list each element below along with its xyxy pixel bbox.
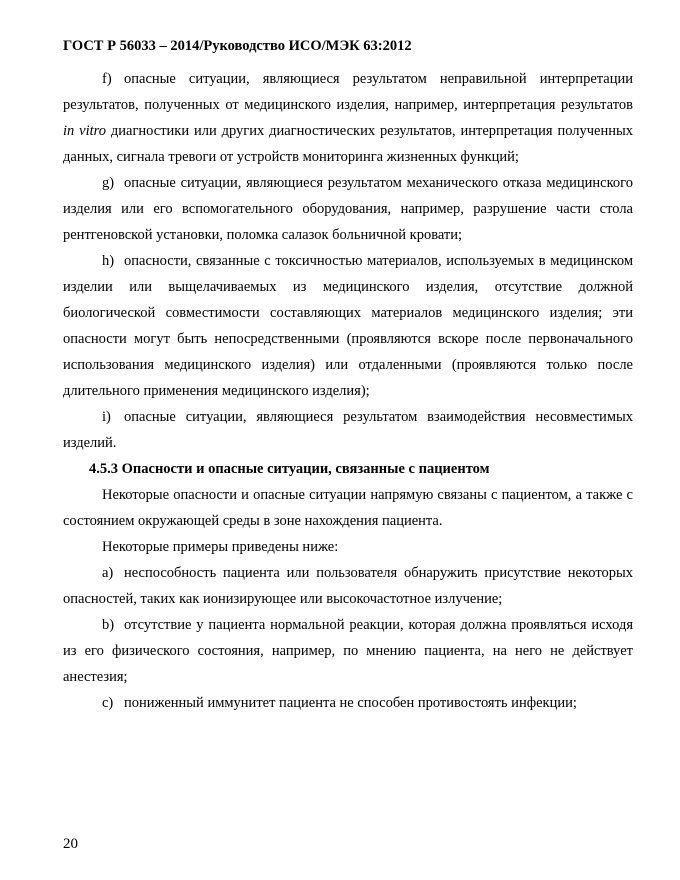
list-item-g xyxy=(63,170,633,248)
list-item-text: пониженный иммунитет пациента не способен противостоять инфекции; xyxy=(124,695,577,711)
list-item-text: диагностики или других диагностических результатов, интерпретация полученных данных, сигнала тревоги от устройств мониторинга жизненных функций; xyxy=(63,123,633,165)
list-item-h xyxy=(63,248,633,404)
list-item-text: опасные ситуации, являющиеся результатом неправильной интерпретации результатов, полученных от медицинского изделия, например, интерпретация результатов xyxy=(63,71,633,113)
list-marker: h) xyxy=(102,253,115,269)
list-item-i xyxy=(63,404,633,456)
list-item-text: опасные ситуации, являющиеся результатом механического отказа медицинского изделия или его вспомогательного оборудования, например, разрушение части стола рентгеновской установки, поломка салазок больничной кровати; xyxy=(63,175,633,243)
examples-lead: Некоторые примеры приведены ниже: xyxy=(102,539,339,555)
list-marker: a) xyxy=(102,565,114,581)
list-marker: b) xyxy=(102,617,115,633)
list-item-a xyxy=(63,560,633,612)
section-heading: 4.5.3 Опасности и опасные ситуации, связанные с пациентом xyxy=(89,461,490,477)
running-header: ГОСТ Р 56033 – 2014/Руководство ИСО/МЭК 63:2012 xyxy=(63,38,412,54)
list-item-text: опасные ситуации, являющиеся результатом взаимодействия несовместимых изделий. xyxy=(63,409,633,451)
list-item-text: отсутствие у пациента нормальной реакции, которая должна проявляться исходя из его физического состояния, например, по мнению пациента, на него не действует анестезия; xyxy=(63,617,633,685)
body-text xyxy=(63,66,633,716)
list-marker: i) xyxy=(102,409,111,425)
list-marker: c) xyxy=(102,695,114,711)
list-marker: g) xyxy=(102,175,115,191)
section-intro: Некоторые опасности и опасные ситуации напрямую связаны с пациентом, а также с состоянием окружающей среды в зоне нахождения пациента. xyxy=(63,487,633,529)
list-item-b xyxy=(63,612,633,690)
page-number: 20 xyxy=(63,836,78,852)
list-marker: f) xyxy=(102,71,112,87)
italic-term: in vitro xyxy=(63,123,106,139)
list-item-text: неспособность пациента или пользователя обнаружить присутствие некоторых опасностей, таких как ионизирующее или высокочастотное излучение; xyxy=(63,565,633,607)
list-item-text: опасности, связанные с токсичностью материалов, используемых в медицинском изделии или выщелачиваемых из медицинского изделия, отсутствие должной биологической совместимости составляющих материалов медицинского изделия; эти опасности могут быть непосредственными (проявляются вскоре после первоначального использования медицинского изделия) или отдаленными (проявляются только после длительного применения медицинского изделия); xyxy=(63,253,633,399)
list-item-f xyxy=(63,66,633,170)
list-item-c xyxy=(63,690,633,716)
